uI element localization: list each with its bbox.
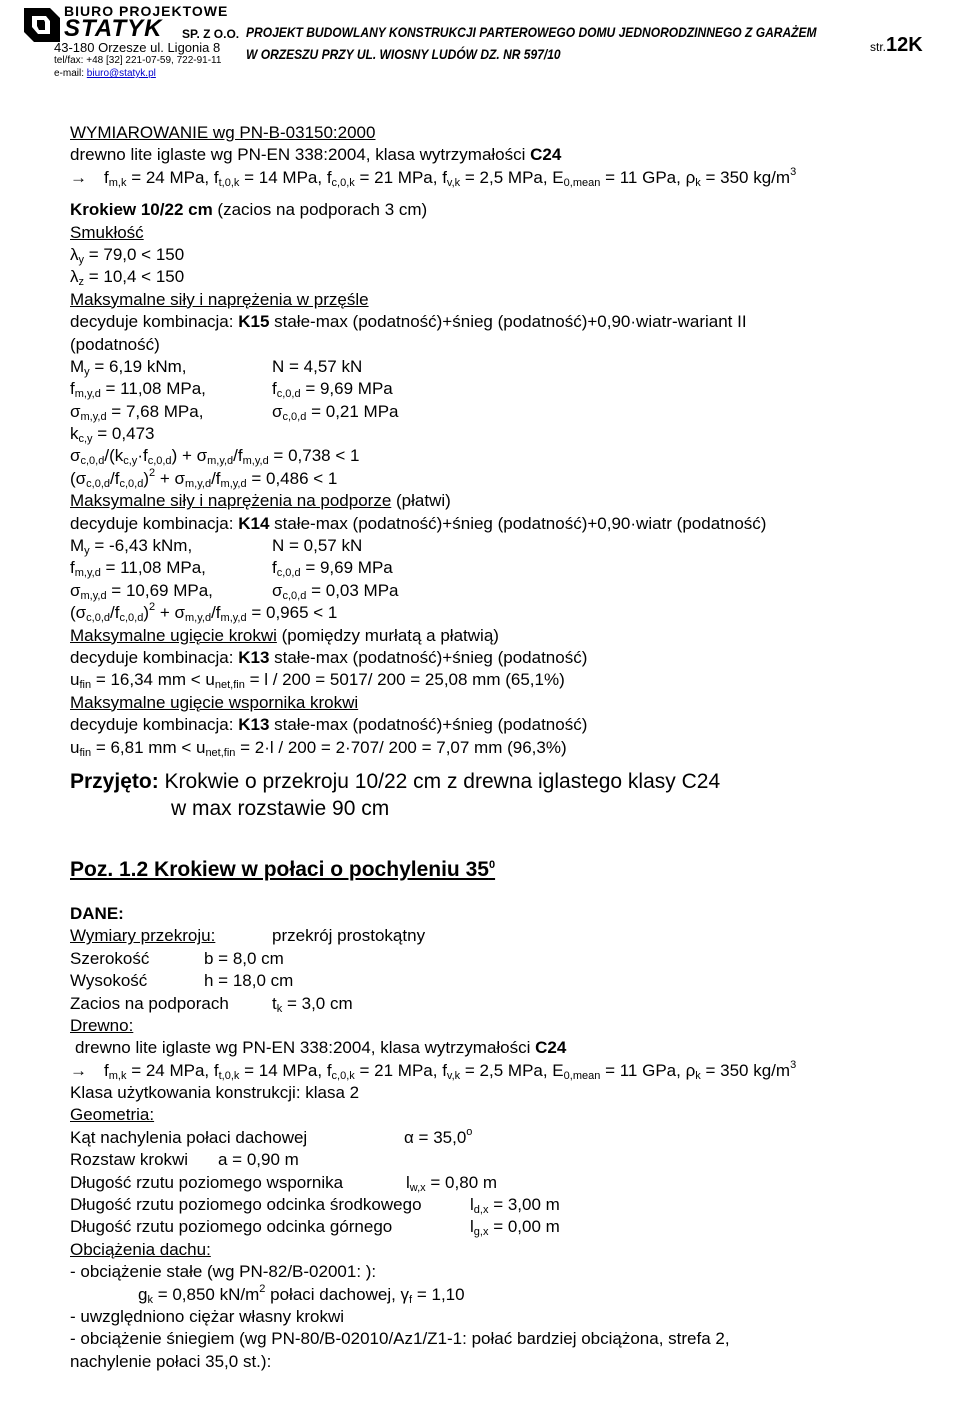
rozstaw-line: Rozstaw krokwi a = 0,90 m [70,1150,299,1170]
dl-wspornika-line: Długość rzutu poziomego wspornika $l_{w,x} = 0,80$ m [70,1172,498,1194]
smyd-sc0d-line-2: $\sigma_{m,y,d} = 10,69$ MPa, $\sigma_{c,0,d} = 0,03$ MPa [70,580,399,602]
material-line-2: drewno lite iglaste wg PN-EN 338:2004, klasa wytrzymałości C24 [75,1038,567,1058]
szerokosc-line: Szerokość b = 8,0 cm [70,948,284,968]
my-n-line-1: $M_y = 6,19$ kNm, N = 4,57 kN [70,356,363,378]
obciazenie-snieg-cont: nachylenie połaci 35,0 st.): [70,1351,272,1371]
kombinacja-k15: decyduje kombinacja: K15 stałe-max (podatność)+śnieg (podatność)+0,90·wiatr-wariant II [70,312,747,332]
dl-gornego-line: Długość rzutu poziomego odcinka górnego $l_{g,x} = 0,00$ m [70,1217,560,1239]
gk-line: $g_k = 0,850$ $kN/m^2$ połaci dachowej, $\gamma_f = 1,10$ [138,1282,465,1306]
document-body [70,122,796,1373]
smuklosc-heading: Smukłość [70,222,144,242]
check-line-1: $\sigma_{c,0,d}/(k_{c,y}\cdot f_{c,0,d}) + \sigma_{m,y,d}/f_{m,y,d} = 0,738 < 1$ [70,446,360,468]
krokiew-line: Krokiew 10/22 cm (zacios na podporach 3 cm) [70,200,428,220]
project-title-line1: PROJEKT BUDOWLANY KONSTRUKCJI PARTEROWEGO DOMU JEDNORODZINNEGO Z GARAŻEM [246,24,817,40]
ufin-line-2: $u_{fin} = 6,81$ mm < $u_{net,fin} = 2\cdot l / 200 = 2\cdot 707/$ 200 = 7,07 mm (96,3%) [70,737,567,759]
kombinacja-k15-cont: (podatność) [70,334,160,354]
drewno-heading: Drewno: [70,1015,134,1035]
material-properties-2: → $f_{m,k} = 24$ MPa, $f_{t,0,k} = 14$ MPa, $f_{c,0,k} = 21$ MPa, $f_{v,k} = 2,5$ MPa, $E_{0,mean} = 11$ GPa, $\rho_k = 350$ $kg/m^3$ [70,1058,797,1082]
material-line: drewno lite iglaste wg PN-EN 338:2004, klasa wytrzymałości C24 [70,145,562,165]
wysokosc-line: Wysokość h = 18,0 cm [70,971,294,991]
smyd-sc0d-line-1: $\sigma_{m,y,d} = 7,68$ MPa, $\sigma_{c,0,d} = 0,21$ MPa [70,401,399,423]
email-link[interactable]: biuro@statyk.pl [86,68,156,79]
ugiecie-wspornika-heading: Maksymalne ugięcie wspornika krokwi [70,692,359,712]
arrow-right-icon: → [70,1060,87,1080]
section-title: WYMIAROWANIE wg PN-B-03150:2000 [70,123,376,142]
company-tel: tel/fax: +48 [32] 221-07-59, 722-91-11 [54,55,222,66]
arrow-right-icon: → [70,167,87,187]
page-number-value: 12K [886,34,923,56]
page-prefix: str. [870,40,887,54]
lambda-y: $\lambda_y = 79,0 < 150$ [70,244,185,266]
statyk-logo-icon [24,8,60,42]
obciazenie-snieg: - obciążenie śniegiem (wg PN-80/B-02010/Az1/Z1-1: połać bardziej obciążona, strefa 2, [70,1329,730,1349]
ciezar-wlasny: - uwzględniono ciężar własny krokwi [70,1306,345,1326]
fmyd-fc0d-line-1: $f_{m,y,d} = 11,08$ MPa, $f_{c,0,d} = 9,69$ MPa [70,379,393,401]
company-name: STATYK [64,15,163,42]
max-przesle-heading: Maksymalne siły i naprężenia w przęśle [70,289,369,309]
my-n-line-2: $M_y = -6,43$ kNm, N = 0,57 kN [70,536,363,558]
check-line-3: $(\sigma_{c,0,d}/f_{c,0,d})^2 + \sigma_{m,y,d}/f_{m,y,d} = 0,965 < 1$ [70,601,338,625]
check-line-2: $(\sigma_{c,0,d}/f_{c,0,d})^2 + \sigma_{m,y,d}/f_{m,y,d} = 0,486 < 1$ [70,466,338,490]
kombinacja-k13-2: decyduje kombinacja: K13 stałe-max (podatność)+śnieg (podatność) [70,715,588,735]
dl-srodkowego-line: Długość rzutu poziomego odcinka środkowego $l_{d,x} = 3,00$ m [70,1195,560,1217]
zacios-line: Zacios na podporach $t_k = 3,0$ cm [70,993,353,1015]
material-class: C24 [530,145,562,165]
company-email-line [54,68,156,79]
page-number [870,34,923,57]
wymiary-line: Wymiary przekroju: przekrój prostokątny [70,926,426,946]
obciazenia-heading: Obciążenia dachu: [70,1239,211,1259]
lambda-z: $\lambda_z = 10,4 < 150$ [70,267,185,289]
poz-title: Poz. 1.2 Krokiew w połaci o pochyleniu $35^0$ [70,857,496,881]
fmyd-fc0d-line-2: $f_{m,y,d} = 11,08$ MPa, $f_{c,0,d} = 9,69$ MPa [70,558,393,580]
kat-line: Kąt nachylenia połaci dachowej $\alpha = 35,0^o$ [70,1125,473,1147]
material-properties: → $f_{m,k} = 24$ MPa, $f_{t,0,k} = 14$ MPa, $f_{c,0,k} = 21$ MPa, $f_{v,k} = 2,5$ MPa, $E_{0,mean} = 11$ GPa, $\rho_k = 350$ $kg/m^3$ [70,165,797,189]
company-line1: BIURO PROJEKTOWE [64,3,229,19]
project-title-line2: W ORZESZU PRZY UL. WIOSNY LUDÓW DZ. NR 597/10 [246,46,561,62]
obciazenie-stale: - obciążenie stałe (wg PN-82/B-02001: ): [70,1262,377,1282]
przyjeto-line: Przyjęto: Krokwie o przekroju 10/22 cm z drewna iglastego klasy C24 [70,769,721,793]
dane-heading: DANE: [70,903,124,923]
geometria-heading: Geometria: [70,1105,155,1125]
ufin-line-1: $u_{fin} = 16,34$ mm < $u_{net,fin} = l / 200 = 5017/$ 200 = 25,08 mm (65,1%) [70,670,565,692]
max-podpora-line: Maksymalne siły i naprężenia na podporze (płatwi) [70,491,451,511]
kcy-line: $k_{c,y} = 0,473$ [70,424,155,446]
company-suffix: SP. Z O.O. [182,27,240,41]
kombinacja-k13-1: decyduje kombinacja: K13 stałe-max (podatność)+śnieg (podatność) [70,647,588,667]
ugiecie-line: Maksymalne ugięcie krokwi (pomiędzy murłatą a płatwią) [70,625,499,645]
kombinacja-k14: decyduje kombinacja: K14 stałe-max (podatność)+śnieg (podatność)+0,90·wiatr (podatność) [70,513,767,533]
klasa-uzytkowania: Klasa użytkowania konstrukcji: klasa 2 [70,1083,360,1103]
company-address: 43-180 Orzesze ul. Ligonia 8 [54,40,221,55]
przyjeto-line-2: w max rozstawie 90 cm [171,796,390,820]
page-header [0,0,960,79]
email-label: e-mail: [54,68,87,79]
